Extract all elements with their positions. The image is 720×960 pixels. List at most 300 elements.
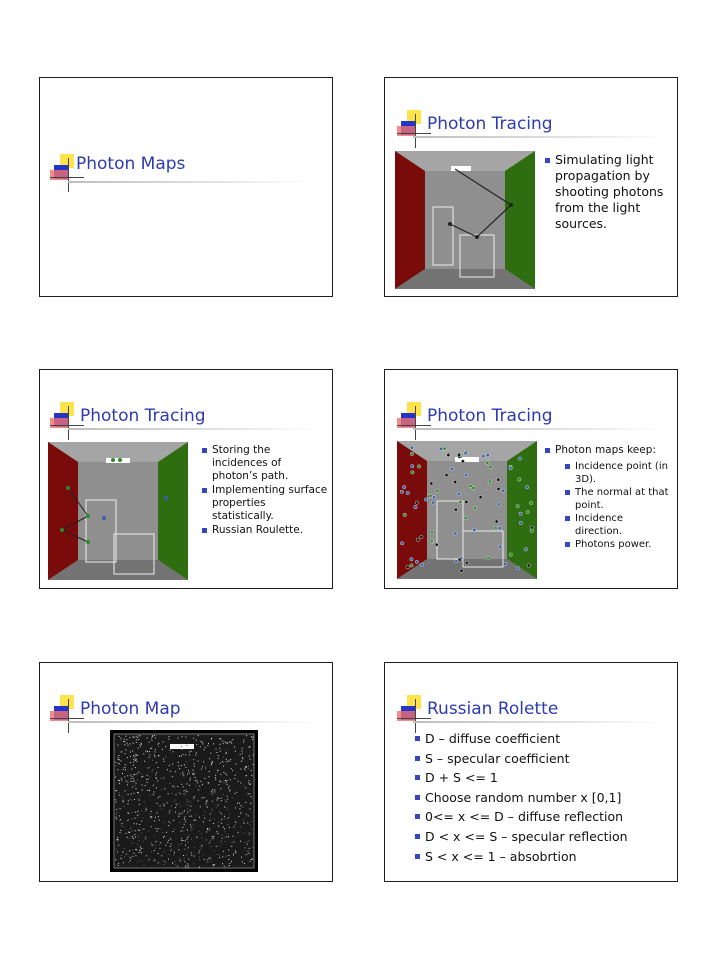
photon-speck bbox=[218, 833, 219, 834]
photon-speck bbox=[195, 777, 196, 778]
photon-speck bbox=[203, 761, 204, 762]
photon-speck bbox=[220, 788, 221, 789]
photon-speck bbox=[235, 850, 236, 851]
photon-speck bbox=[225, 837, 226, 838]
photon-speck bbox=[237, 803, 238, 804]
photon-dot bbox=[445, 473, 448, 476]
slide-6[interactable] bbox=[384, 662, 678, 882]
photon-speck bbox=[179, 756, 180, 757]
photon-speck bbox=[165, 861, 166, 862]
photon-speck bbox=[221, 835, 222, 836]
photon-speck bbox=[123, 826, 124, 827]
photon-speck bbox=[248, 782, 249, 783]
photon-speck bbox=[155, 756, 156, 757]
photon-speck bbox=[147, 790, 148, 791]
photon-speck bbox=[217, 772, 218, 773]
slide-1[interactable] bbox=[39, 77, 333, 297]
photon-speck bbox=[136, 783, 137, 784]
photon-speck bbox=[140, 746, 141, 747]
photon-speck bbox=[145, 785, 146, 786]
photon-speck bbox=[229, 742, 230, 743]
photon-speck bbox=[229, 817, 230, 818]
photon-speck bbox=[115, 859, 116, 860]
photon-speck bbox=[185, 861, 186, 862]
photon-speck bbox=[136, 849, 137, 850]
photon-speck bbox=[132, 836, 133, 837]
photon-speck bbox=[144, 801, 145, 802]
photon-speck bbox=[208, 862, 209, 863]
photon-speck bbox=[208, 858, 209, 859]
photon-dot bbox=[518, 478, 521, 481]
photon-speck bbox=[157, 831, 158, 832]
photon-speck bbox=[194, 766, 195, 767]
photon-speck bbox=[220, 763, 221, 764]
photon-speck bbox=[193, 759, 194, 760]
photon-dot bbox=[430, 482, 433, 485]
photon-speck bbox=[225, 773, 226, 774]
photon-speck bbox=[209, 828, 210, 829]
photon-speck bbox=[152, 760, 153, 761]
photon-speck bbox=[243, 786, 244, 787]
photon-speck bbox=[224, 783, 225, 784]
photon-speck bbox=[251, 775, 252, 776]
photon-speck bbox=[173, 820, 174, 821]
photon-speck bbox=[205, 747, 206, 748]
photon-speck bbox=[163, 837, 164, 838]
photon-speck bbox=[117, 840, 118, 841]
photon-dot bbox=[447, 453, 450, 456]
photon-speck bbox=[163, 777, 164, 778]
photon-speck bbox=[238, 832, 239, 833]
photon-speck bbox=[228, 818, 229, 819]
photon-speck bbox=[216, 807, 217, 808]
photon-speck bbox=[244, 832, 245, 833]
bullet-item: D + S <= 1 bbox=[415, 768, 665, 788]
bullet-item: D – diffuse coefficient bbox=[415, 729, 665, 749]
photon-speck bbox=[122, 851, 123, 852]
photon-speck bbox=[196, 837, 197, 838]
photon-speck bbox=[116, 849, 117, 850]
photon-speck bbox=[200, 781, 201, 782]
photon-speck bbox=[196, 744, 197, 745]
photon-dot bbox=[461, 460, 464, 463]
photon-speck bbox=[194, 856, 195, 857]
photon-speck bbox=[169, 812, 170, 813]
photon-speck bbox=[181, 831, 182, 832]
photon-speck bbox=[207, 801, 208, 802]
slide-2[interactable] bbox=[384, 77, 678, 297]
photon-dot bbox=[469, 484, 472, 487]
photon-speck bbox=[212, 762, 213, 763]
photon-speck bbox=[130, 775, 131, 776]
photon-speck bbox=[121, 778, 122, 779]
photon-speck bbox=[134, 823, 135, 824]
photon-speck bbox=[151, 844, 152, 845]
photon-speck bbox=[136, 742, 137, 743]
title-divider bbox=[68, 721, 318, 723]
photon-speck bbox=[213, 790, 214, 791]
bullet-list bbox=[545, 444, 673, 458]
photon-speck bbox=[247, 823, 248, 824]
photon-speck bbox=[224, 781, 225, 782]
photon-speck bbox=[157, 780, 158, 781]
photon-speck bbox=[158, 797, 159, 798]
photon-speck bbox=[185, 867, 186, 868]
photon-speck bbox=[173, 801, 174, 802]
photon-speck bbox=[124, 848, 125, 849]
photon-speck bbox=[191, 827, 192, 828]
photon-speck bbox=[215, 779, 216, 780]
photon-speck bbox=[179, 768, 180, 769]
photon-speck bbox=[240, 812, 241, 813]
photon-speck bbox=[151, 851, 152, 852]
photon-speck bbox=[122, 823, 123, 824]
photon-speck bbox=[245, 769, 246, 770]
photon-speck bbox=[251, 802, 252, 803]
photon-speck bbox=[133, 761, 134, 762]
photon-speck bbox=[142, 776, 143, 777]
photon-dot bbox=[497, 487, 500, 490]
photon-speck bbox=[225, 831, 226, 832]
photon-dot bbox=[489, 465, 492, 468]
photon-speck bbox=[182, 736, 183, 737]
photon-speck bbox=[119, 795, 120, 796]
photon-speck bbox=[250, 796, 251, 797]
slide-5[interactable] bbox=[39, 662, 333, 882]
slide-title: Photon Maps bbox=[76, 154, 186, 174]
photon-speck bbox=[210, 840, 211, 841]
photon-speck bbox=[155, 774, 156, 775]
sub-bullet-item: Incidence point (in 3D). bbox=[565, 460, 673, 486]
photon-speck bbox=[118, 745, 119, 746]
photon-speck bbox=[140, 735, 141, 736]
photon-speck bbox=[135, 785, 136, 786]
photon-speck bbox=[243, 807, 244, 808]
photon-speck bbox=[149, 795, 150, 796]
photon-speck bbox=[213, 836, 214, 837]
photon-speck bbox=[138, 735, 139, 736]
photon-speck bbox=[169, 810, 170, 811]
photon-speck bbox=[128, 819, 129, 820]
photon-speck bbox=[133, 765, 134, 766]
photon-speck bbox=[183, 754, 184, 755]
photon-speck bbox=[130, 743, 131, 744]
photon-speck bbox=[139, 804, 140, 805]
photon-speck bbox=[202, 766, 203, 767]
photon-speck bbox=[227, 780, 228, 781]
photon-speck bbox=[121, 780, 122, 781]
photon-speck bbox=[218, 821, 219, 822]
slide-3[interactable] bbox=[39, 369, 333, 589]
photon-speck bbox=[118, 769, 119, 770]
photon-speck bbox=[209, 771, 210, 772]
photon-speck bbox=[226, 782, 227, 783]
photon-speck bbox=[212, 789, 213, 790]
photon-speck bbox=[232, 842, 233, 843]
photon-speck bbox=[169, 783, 170, 784]
photon-speck bbox=[215, 775, 216, 776]
photon-speck bbox=[196, 740, 197, 741]
photon-speck bbox=[246, 854, 247, 855]
photon-speck bbox=[149, 790, 150, 791]
photon-speck bbox=[130, 762, 131, 763]
photon-speck bbox=[183, 831, 184, 832]
photon-speck bbox=[218, 825, 219, 826]
photon-speck bbox=[182, 813, 183, 814]
title-divider bbox=[68, 181, 308, 183]
photon-speck bbox=[179, 803, 180, 804]
photon-speck bbox=[134, 780, 135, 781]
photon-speck bbox=[124, 777, 125, 778]
photon-speck bbox=[184, 859, 185, 860]
photon-dot bbox=[519, 512, 522, 515]
photon-speck bbox=[222, 863, 223, 864]
photon-speck bbox=[230, 759, 231, 760]
photon-dot bbox=[443, 447, 446, 450]
photon-speck bbox=[249, 853, 250, 854]
photon-dot bbox=[454, 480, 457, 483]
photon-speck bbox=[147, 775, 148, 776]
photon-speck bbox=[229, 761, 230, 762]
photon-speck bbox=[238, 816, 239, 817]
photon-dot bbox=[486, 453, 489, 456]
photon-speck bbox=[120, 760, 121, 761]
photon-speck bbox=[155, 860, 156, 861]
photon-speck bbox=[184, 819, 185, 820]
photon-speck bbox=[184, 817, 185, 818]
photon-dot bbox=[479, 496, 482, 499]
photon-speck bbox=[189, 805, 190, 806]
photon-speck bbox=[121, 825, 122, 826]
photon-speck bbox=[223, 827, 224, 828]
photon-speck bbox=[199, 852, 200, 853]
photon-speck bbox=[253, 755, 254, 756]
photon-speck bbox=[199, 857, 200, 858]
photon-speck bbox=[209, 776, 210, 777]
photon-speck bbox=[219, 845, 220, 846]
photon-speck bbox=[240, 841, 241, 842]
photon-speck bbox=[180, 806, 181, 807]
photon-speck bbox=[133, 843, 134, 844]
photon-speck bbox=[141, 852, 142, 853]
photon-speck bbox=[116, 817, 117, 818]
photon-speck bbox=[133, 781, 134, 782]
photon-speck bbox=[171, 793, 172, 794]
photon-speck bbox=[141, 776, 142, 777]
photon-speck bbox=[144, 865, 145, 866]
photon-speck bbox=[175, 812, 176, 813]
photon-speck bbox=[155, 817, 156, 818]
photon-speck bbox=[221, 842, 222, 843]
photon-speck bbox=[138, 748, 139, 749]
photon-speck bbox=[249, 784, 250, 785]
photon-speck bbox=[183, 775, 184, 776]
photon-speck bbox=[126, 854, 127, 855]
photon-speck bbox=[136, 788, 137, 789]
photon-speck bbox=[140, 795, 141, 796]
photon-speck bbox=[244, 823, 245, 824]
photon-speck bbox=[121, 752, 122, 753]
photon-speck bbox=[205, 768, 206, 769]
photon-speck bbox=[116, 765, 117, 766]
photon-speck bbox=[245, 802, 246, 803]
photon-speck bbox=[123, 769, 124, 770]
slide-title: Photon Map bbox=[80, 699, 181, 719]
photon-speck bbox=[223, 756, 224, 757]
photon-speck bbox=[162, 749, 163, 750]
photon-speck bbox=[134, 834, 135, 835]
photon-dot bbox=[497, 503, 500, 506]
photon-speck bbox=[249, 756, 250, 757]
photon-speck bbox=[143, 841, 144, 842]
photon-speck bbox=[176, 805, 177, 806]
photon-speck bbox=[249, 793, 250, 794]
bullet-list bbox=[202, 444, 328, 538]
photon-speck bbox=[225, 841, 226, 842]
photon-speck bbox=[251, 770, 252, 771]
photon-speck bbox=[218, 758, 219, 759]
photon-speck bbox=[252, 828, 253, 829]
photon-speck bbox=[137, 798, 138, 799]
photon-speck bbox=[131, 843, 132, 844]
photon-speck bbox=[244, 863, 245, 864]
photon-speck bbox=[147, 768, 148, 769]
photon-speck bbox=[226, 801, 227, 802]
photon-dot bbox=[454, 560, 457, 563]
photon-speck bbox=[226, 759, 227, 760]
photon-speck bbox=[206, 800, 207, 801]
photon-speck bbox=[189, 752, 190, 753]
photon-speck bbox=[163, 851, 164, 852]
photon-speck bbox=[196, 752, 197, 753]
photon-speck bbox=[168, 825, 169, 826]
photon-speck bbox=[140, 850, 141, 851]
photon-speck bbox=[148, 779, 149, 780]
photon-speck bbox=[228, 850, 229, 851]
photon-speck bbox=[129, 857, 130, 858]
photon-speck bbox=[155, 848, 156, 849]
photon-speck bbox=[174, 786, 175, 787]
photon-speck bbox=[125, 764, 126, 765]
photon-speck bbox=[191, 816, 192, 817]
photon-speck bbox=[188, 865, 189, 866]
photon-speck bbox=[134, 853, 135, 854]
photon-speck bbox=[138, 817, 139, 818]
slide-4[interactable] bbox=[384, 369, 678, 589]
photon-speck bbox=[187, 783, 188, 784]
photon-speck bbox=[198, 761, 199, 762]
photon-speck bbox=[135, 855, 136, 856]
photon-speck bbox=[179, 822, 180, 823]
bullet-item: S – specular coefficient bbox=[415, 749, 665, 769]
photon-dot bbox=[410, 558, 413, 561]
title-divider bbox=[413, 721, 663, 723]
photon-speck bbox=[136, 736, 137, 737]
photon-speck bbox=[121, 855, 122, 856]
photon-speck bbox=[206, 803, 207, 804]
photon-speck bbox=[194, 847, 195, 848]
photon-speck bbox=[127, 757, 128, 758]
photon-speck bbox=[191, 830, 192, 831]
photon-speck bbox=[247, 850, 248, 851]
photon-dot bbox=[509, 553, 512, 556]
photon-speck bbox=[251, 834, 252, 835]
photon-speck bbox=[211, 838, 212, 839]
photon-speck bbox=[186, 762, 187, 763]
photon-speck bbox=[138, 771, 139, 772]
photon-speck bbox=[151, 842, 152, 843]
photon-speck bbox=[116, 814, 117, 815]
photon-speck bbox=[248, 835, 249, 836]
photon-speck bbox=[170, 846, 171, 847]
photon-speck bbox=[173, 855, 174, 856]
photon-speck bbox=[194, 796, 195, 797]
photon-dot bbox=[526, 510, 529, 513]
photon-speck bbox=[229, 786, 230, 787]
photon-speck bbox=[224, 866, 225, 867]
photon-speck bbox=[139, 744, 140, 745]
photon-speck bbox=[240, 813, 241, 814]
photon-speck bbox=[201, 846, 202, 847]
photon-speck bbox=[142, 790, 143, 791]
photon-speck bbox=[121, 744, 122, 745]
photon-speck bbox=[205, 765, 206, 766]
photon-speck bbox=[194, 774, 195, 775]
photon-speck bbox=[205, 839, 206, 840]
photon-dot bbox=[424, 498, 427, 501]
photon-dot bbox=[435, 543, 438, 546]
photon-speck bbox=[154, 850, 155, 851]
photon-speck bbox=[213, 837, 214, 838]
photon-speck bbox=[138, 739, 139, 740]
photon-speck bbox=[217, 752, 218, 753]
photon-speck bbox=[184, 790, 185, 791]
photon-speck bbox=[219, 826, 220, 827]
photon-speck bbox=[221, 819, 222, 820]
photon-speck bbox=[172, 764, 173, 765]
photon-speck bbox=[250, 861, 251, 862]
photon-dot bbox=[420, 535, 423, 538]
photon-speck bbox=[123, 741, 124, 742]
photon-speck bbox=[207, 829, 208, 830]
photon-speck bbox=[204, 859, 205, 860]
bullet-list bbox=[545, 152, 673, 232]
photon-dot bbox=[473, 507, 476, 510]
photon-speck bbox=[159, 848, 160, 849]
photon-speck bbox=[198, 735, 199, 736]
photon-speck bbox=[193, 774, 194, 775]
photon-speck bbox=[116, 864, 117, 865]
photon-dot bbox=[529, 501, 532, 504]
photon-speck bbox=[207, 807, 208, 808]
photon-speck bbox=[118, 780, 119, 781]
photon-speck bbox=[209, 830, 210, 831]
photon-speck bbox=[209, 758, 210, 759]
photon-speck bbox=[219, 781, 220, 782]
photon-speck bbox=[190, 810, 191, 811]
photon-speck bbox=[244, 847, 245, 848]
photon-speck bbox=[124, 739, 125, 740]
photon-speck bbox=[169, 765, 170, 766]
photon-speck bbox=[207, 806, 208, 807]
photon-speck bbox=[187, 812, 188, 813]
photon-speck bbox=[136, 739, 137, 740]
photon-speck bbox=[224, 816, 225, 817]
photon-speck bbox=[227, 743, 228, 744]
photon-speck bbox=[228, 761, 229, 762]
photon-speck bbox=[153, 861, 154, 862]
photon-speck bbox=[203, 821, 204, 822]
